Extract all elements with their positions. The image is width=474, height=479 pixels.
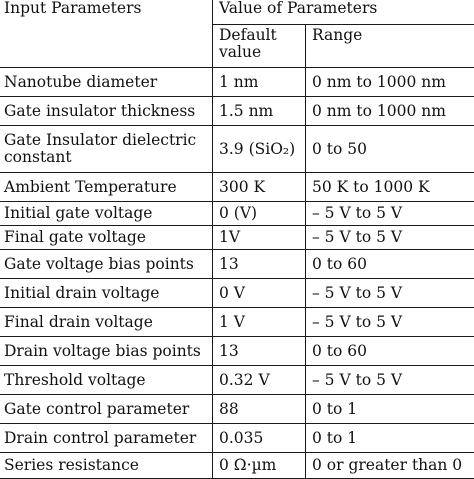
table-row xyxy=(0,126,474,173)
header-range: Range xyxy=(306,25,474,68)
range-cell: 0 to 50 xyxy=(306,126,474,173)
range-cell: – 5 V to 5 V xyxy=(306,202,474,226)
table-row xyxy=(0,453,474,479)
parameter-cell: Gate voltage bias points xyxy=(0,250,213,279)
parameter-cell: Initial drain voltage xyxy=(0,279,213,308)
table-row xyxy=(0,279,474,308)
parameter-cell: Nanotube diameter xyxy=(0,68,213,97)
table-row xyxy=(0,337,474,366)
default-cell: 0 Ω·µm xyxy=(213,453,306,479)
default-cell: 1V xyxy=(213,226,306,250)
header-input-parameters: Input Parameters xyxy=(0,0,213,68)
table-row xyxy=(0,202,474,226)
range-cell: 0 to 60 xyxy=(306,337,474,366)
default-cell: 3.9 (SiO₂) xyxy=(213,126,306,173)
default-cell: 1.5 nm xyxy=(213,97,306,126)
parameter-cell: Drain control parameter xyxy=(0,424,213,453)
table-row xyxy=(0,308,474,337)
range-cell: 0 or greater than 0 xyxy=(306,453,474,479)
parameter-cell: Series resistance xyxy=(0,453,213,479)
default-cell: 0.32 V xyxy=(213,366,306,395)
parameter-cell: Gate control parameter xyxy=(0,395,213,424)
range-cell: 0 nm to 1000 nm xyxy=(306,68,474,97)
table-row xyxy=(0,97,474,126)
table-row xyxy=(0,424,474,453)
default-cell: 0 V xyxy=(213,279,306,308)
parameter-cell: Threshold voltage xyxy=(0,366,213,395)
range-cell: – 5 V to 5 V xyxy=(306,226,474,250)
default-cell: 13 xyxy=(213,250,306,279)
range-cell: 0 nm to 1000 nm xyxy=(306,97,474,126)
parameter-cell: Final gate voltage xyxy=(0,226,213,250)
range-cell: – 5 V to 5 V xyxy=(306,279,474,308)
table-row xyxy=(0,173,474,202)
table-row xyxy=(0,250,474,279)
range-cell: 0 to 60 xyxy=(306,250,474,279)
range-cell: 0 to 1 xyxy=(306,424,474,453)
parameter-cell: Initial gate voltage xyxy=(0,202,213,226)
parameter-cell: Gate insulator thickness xyxy=(0,97,213,126)
range-cell: 50 K to 1000 K xyxy=(306,173,474,202)
default-cell: 13 xyxy=(213,337,306,366)
default-cell: 0 (V) xyxy=(213,202,306,226)
header-row xyxy=(0,0,474,25)
range-cell: 0 to 1 xyxy=(306,395,474,424)
table-row xyxy=(0,68,474,97)
default-cell: 300 K xyxy=(213,173,306,202)
range-cell: – 5 V to 5 V xyxy=(306,308,474,337)
parameter-cell: Gate Insulator dielectric constant xyxy=(0,126,213,173)
header-value-of-parameters: Value of Parameters xyxy=(213,0,474,25)
default-cell: 1 nm xyxy=(213,68,306,97)
default-cell: 88 xyxy=(213,395,306,424)
parameter-cell: Drain voltage bias points xyxy=(0,337,213,366)
parameter-cell: Final drain voltage xyxy=(0,308,213,337)
table-row xyxy=(0,366,474,395)
default-cell: 0.035 xyxy=(213,424,306,453)
parameter-cell: Ambient Temperature xyxy=(0,173,213,202)
range-cell: – 5 V to 5 V xyxy=(306,366,474,395)
default-cell: 1 V xyxy=(213,308,306,337)
table-row xyxy=(0,395,474,424)
header-default-value: Default value xyxy=(213,25,306,68)
table-row xyxy=(0,226,474,250)
